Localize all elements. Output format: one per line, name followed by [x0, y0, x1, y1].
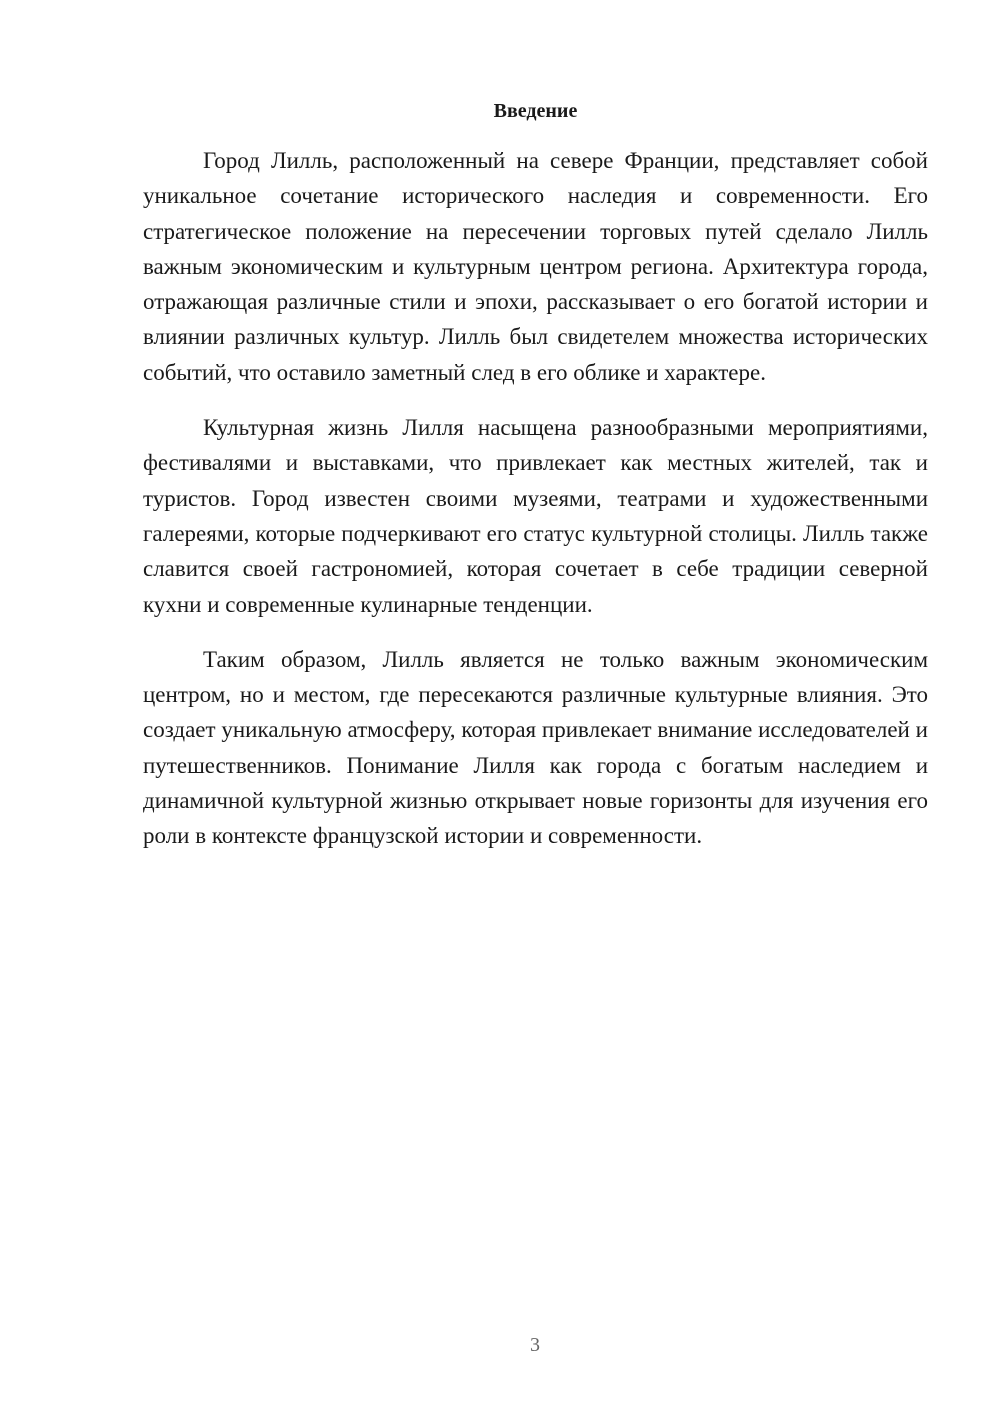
page-title: Введение: [493, 100, 578, 122]
paragraph-3: Таким образом, Лилль является не только важным экономическим центром, но и местом, где пересекаются различные культурные влияния. Это создает уникальную атмосферу, которая привлекает внимание исследователей и путешественников. Понимание Лилля как города с богатым наследием и динамичной культурной жизнью открывает новые горизонты для изучения его роли в контексте французской истории и современности.: [143, 646, 928, 849]
paragraph-2: Культурная жизнь Лилля насыщена разнообразными мероприятиями, фестивалями и выставками, что привлекает как местных жителей, так и туристов. Город известен своими музеями, театрами и художественными галереями, которые подчеркивают его статус культурной столицы. Лилль также славится своей гастрономией, которая сочетает в себе традиции северной кухни и современные кулинарные тенденции.: [143, 415, 928, 617]
paragraph-1: Город Лилль, расположенный на севере Франции, представляет собой уникальное сочетание исторического наследия и современности. Его стратегическое положение на пересечении торговых путей сделало Лилль важным экономическим и культурным центром региона. Архитектура города, отражающая различные стили и эпохи, рассказывает о его богатой истории и влиянии различных культур. Лилль был свидетелем множества исторических событий, что оставило заметный след в его облике и характере.: [143, 148, 928, 385]
body-text: [143, 143, 928, 874]
page-number: 3: [530, 1334, 540, 1356]
